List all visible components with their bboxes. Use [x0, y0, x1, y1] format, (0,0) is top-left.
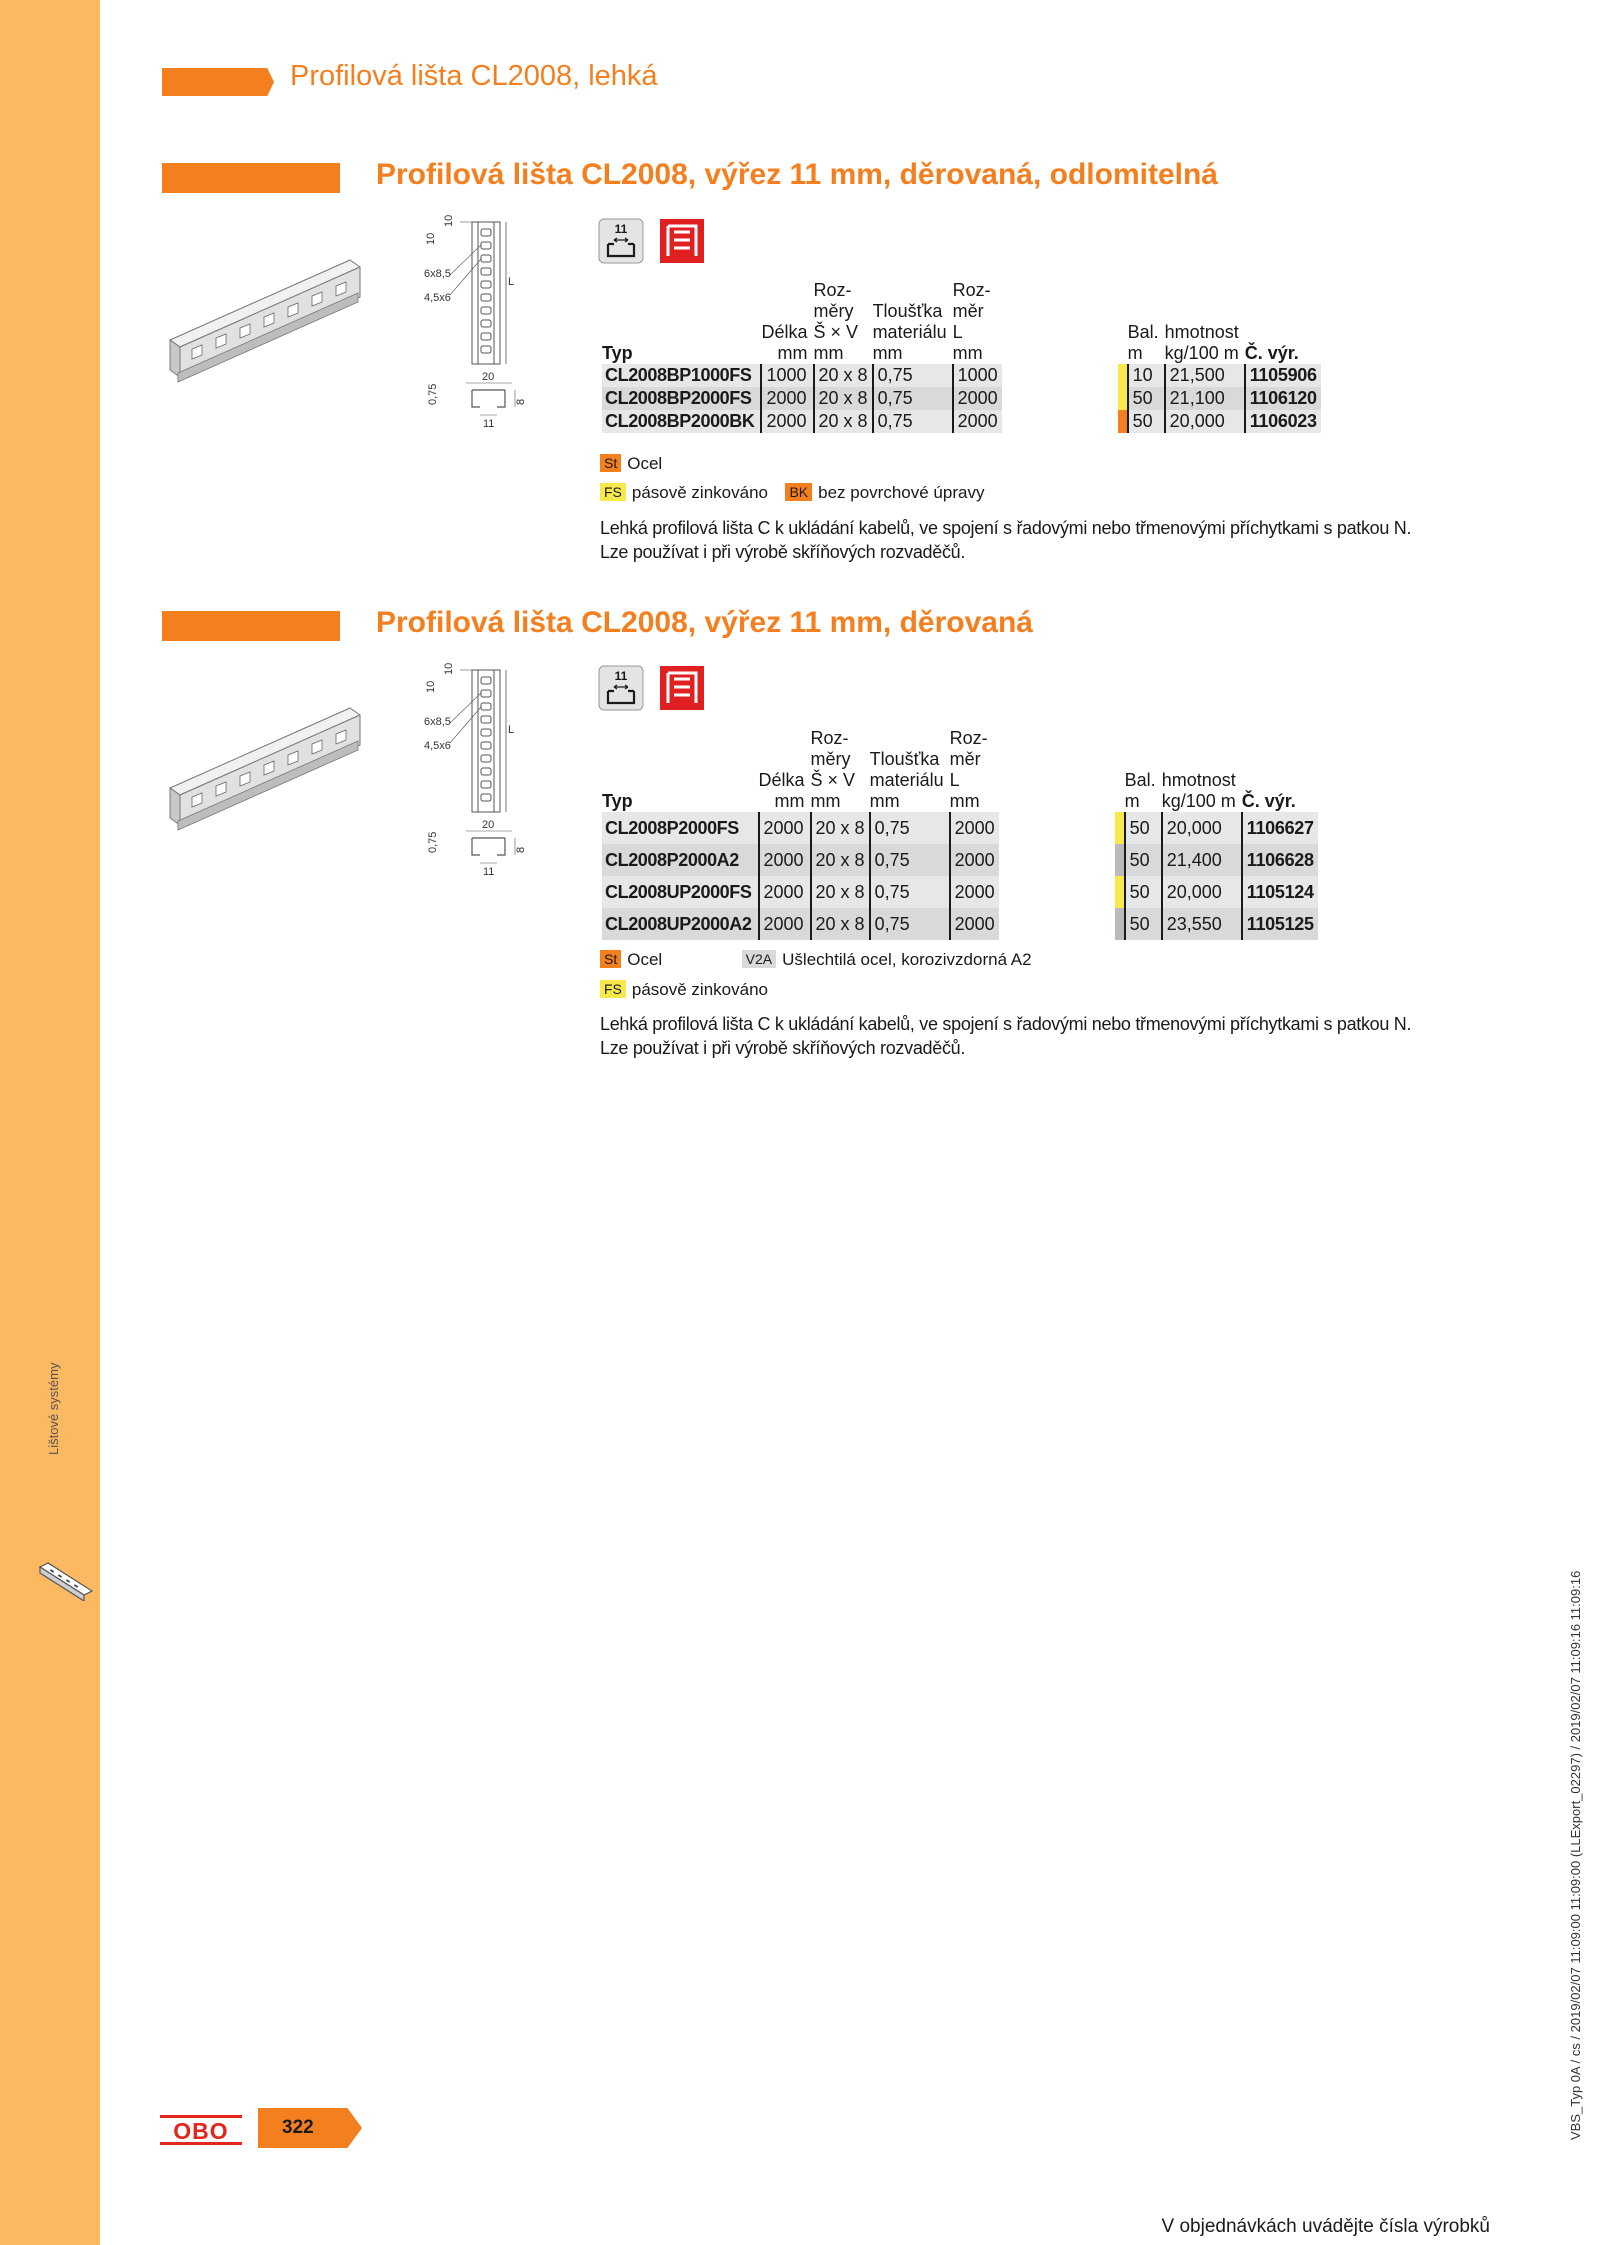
cell-cislo: 1106023 [1245, 410, 1321, 433]
cell-rozmer: 2000 [950, 844, 999, 876]
cell-rozmery: 20 x 8 [811, 908, 870, 940]
col-tloustka: Tloušťka materiálu mm [869, 749, 944, 811]
cell-bal: 10 [1128, 364, 1165, 387]
cell-hmotnost: 21,400 [1162, 844, 1242, 876]
legend-text: Ocel [627, 950, 663, 969]
col-hmotnost: hmotnost kg/100 m [1164, 322, 1239, 363]
cell-cislo: 1106627 [1242, 812, 1318, 844]
cell-hmotnost: 20,000 [1162, 876, 1242, 908]
cell-typ: CL2008P2000A2 [602, 844, 759, 876]
dim-label: 6x8,5 [424, 268, 451, 280]
section-bar [162, 611, 340, 641]
cell-rozmer: 2000 [950, 812, 999, 844]
surface-color-marker [1115, 876, 1125, 908]
cell-bal: 50 [1128, 387, 1165, 410]
material-legend [600, 950, 1032, 970]
dim-label: 4,5x6 [424, 740, 451, 752]
col-tloustka: Tloušťka materiálu mm [872, 301, 947, 363]
section-bar [162, 163, 340, 193]
legend-badge: St [600, 454, 621, 472]
cell-delka: 2000 [759, 876, 811, 908]
col-rozmery: Roz- měry Š × V mm [813, 280, 859, 363]
cell-tloustka: 0,75 [870, 908, 950, 940]
col-cislo: Č. výr. [1241, 791, 1296, 811]
cell-cislo: 1105125 [1242, 908, 1318, 940]
surface-color-marker [1115, 844, 1125, 876]
col-typ: Typ [602, 343, 633, 363]
legend-badge: FS [600, 483, 626, 501]
sidebar [0, 0, 100, 2245]
cell-rozmer: 1000 [953, 364, 1002, 387]
dim-label: 0,75 [427, 831, 439, 853]
cell-rozmer: 2000 [953, 387, 1002, 410]
col-rozmer: Roz- měr L mm [952, 280, 991, 363]
product-drawing [160, 205, 550, 435]
legend-text: Ušlechtilá ocel, korozivzdorná A2 [782, 950, 1032, 969]
dim-label: 11 [483, 418, 495, 430]
cell-rozmer: 2000 [953, 410, 1002, 433]
legend-text: bez povrchové úpravy [818, 483, 985, 502]
dim-label: 8 [515, 846, 527, 853]
cell-tloustka: 0,75 [870, 812, 950, 844]
cell-bal: 50 [1125, 908, 1162, 940]
cell-bal: 50 [1128, 410, 1165, 433]
section-title: Profilová lišta CL2008, výřez 11 mm, děrovaná, odlomitelná [376, 158, 1218, 191]
legend-badge: BK [785, 483, 812, 501]
cell-tloustka: 0,75 [870, 876, 950, 908]
surface-legend [600, 483, 984, 503]
cell-typ: CL2008BP2000FS [602, 387, 761, 410]
cell-typ: CL2008UP2000A2 [602, 908, 759, 940]
rail-illustration [170, 708, 360, 830]
legend-text: Ocel [627, 454, 663, 473]
surface-color-marker [1118, 387, 1128, 410]
slot-width-label: 11 [614, 669, 628, 683]
slot-width-icon [599, 219, 643, 263]
cell-rozmery: 20 x 8 [814, 364, 873, 387]
cell-tloustka: 0,75 [873, 387, 953, 410]
cell-cislo: 1105906 [1245, 364, 1321, 387]
col-hmotnost: hmotnost kg/100 m [1161, 770, 1236, 811]
page-header: Profilová lišta CL2008, lehká [290, 60, 658, 92]
dim-label: 8 [515, 398, 527, 405]
obo-logo [160, 2115, 242, 2145]
cell-cislo: 1106120 [1245, 387, 1321, 410]
slot-width-label: 11 [614, 222, 628, 236]
surface-legend [600, 980, 768, 1000]
table-row [602, 387, 1321, 410]
cell-hmotnost: 20,000 [1162, 812, 1242, 844]
sidebar-label: Lištové systémy [46, 1362, 61, 1455]
cell-tloustka: 0,75 [873, 364, 953, 387]
col-bal: Bal. m [1124, 770, 1156, 811]
cell-rozmery: 20 x 8 [811, 812, 870, 844]
dim-label: 10 [443, 214, 455, 227]
surface-color-marker [1115, 908, 1125, 940]
cell-bal: 50 [1125, 812, 1162, 844]
dim-label: 20 [482, 819, 495, 831]
col-typ: Typ [602, 791, 633, 811]
col-delka: Délka mm [761, 322, 808, 363]
cell-tloustka: 0,75 [870, 844, 950, 876]
front-view-drawing [450, 222, 506, 364]
product-description: Lehká profilová lišta C k ukládání kabelů, ve spojení s řadovými nebo třmenovými příchytkami s patkou N. Lze používat i při výrobě skříňových rozvaděčů. [600, 518, 1412, 562]
product-description: Lehká profilová lišta C k ukládání kabelů, ve spojení s řadovými nebo třmenovými příchytkami s patkou N. Lze používat i při výrobě skříňových rozvaděčů. [600, 1014, 1412, 1058]
section-title: Profilová lišta CL2008, výřez 11 mm, děrovaná [376, 606, 1033, 639]
cell-cislo: 1106628 [1242, 844, 1318, 876]
table-row [602, 410, 1321, 433]
cell-hmotnost: 21,100 [1165, 387, 1245, 410]
col-rozmery: Roz- měry Š × V mm [810, 728, 856, 811]
dim-label: 11 [483, 866, 495, 878]
cabinet-use-icon [660, 219, 704, 263]
dim-label: L [508, 724, 515, 736]
cell-bal: 50 [1125, 876, 1162, 908]
cell-typ: CL2008BP2000BK [602, 410, 761, 433]
legend-text: pásově zinkováno [631, 483, 768, 502]
header-tab-marker [162, 68, 274, 96]
cell-hmotnost: 23,550 [1162, 908, 1242, 940]
surface-color-marker [1118, 364, 1128, 387]
product-drawing [160, 653, 550, 883]
cross-section-drawing [466, 383, 515, 415]
cross-section-drawing [466, 831, 515, 863]
col-delka: Délka mm [758, 770, 805, 811]
cell-rozmer: 2000 [950, 908, 999, 940]
cell-tloustka: 0,75 [873, 410, 953, 433]
table-row [602, 876, 1318, 908]
col-bal: Bal. m [1127, 322, 1159, 363]
cell-delka: 2000 [761, 410, 813, 433]
dim-label: 0,75 [427, 383, 439, 405]
cell-rozmery: 20 x 8 [814, 387, 873, 410]
table-row [602, 908, 1318, 940]
cell-delka: 1000 [761, 364, 813, 387]
cell-hmotnost: 21,500 [1165, 364, 1245, 387]
legend-text: pásově zinkováno [631, 980, 768, 999]
cell-delka: 2000 [759, 812, 811, 844]
rail-illustration [170, 260, 360, 382]
logo-text: OBO [173, 2118, 229, 2144]
front-view-drawing [450, 670, 506, 812]
dim-label: 4,5x6 [424, 292, 451, 304]
feature-icons [598, 665, 708, 715]
cell-delka: 2000 [761, 387, 813, 410]
cell-rozmery: 20 x 8 [814, 410, 873, 433]
dim-label: 10 [425, 680, 437, 693]
cell-rozmer: 2000 [950, 876, 999, 908]
page-number: 322 [282, 2117, 314, 2138]
legend-badge: St [600, 950, 621, 968]
slot-width-icon [599, 666, 643, 710]
cell-rozmery: 20 x 8 [811, 876, 870, 908]
cell-rozmery: 20 x 8 [811, 844, 870, 876]
col-rozmer: Roz- měr L mm [949, 728, 988, 811]
dim-label: L [508, 276, 515, 288]
legend-badge: V2A [742, 950, 776, 968]
product-table [602, 728, 1318, 940]
cell-cislo: 1105124 [1242, 876, 1318, 908]
cell-bal: 50 [1125, 844, 1162, 876]
dim-label: 20 [482, 371, 495, 383]
cabinet-use-icon [660, 666, 704, 710]
cell-typ: CL2008UP2000FS [602, 876, 759, 908]
feature-icons [598, 218, 708, 268]
col-cislo: Č. výr. [1244, 343, 1299, 363]
product-table [602, 280, 1321, 433]
cell-hmotnost: 20,000 [1165, 410, 1245, 433]
footer-note: V objednávkách uvádějte čísla výrobků [1161, 2216, 1490, 2237]
legend-badge: FS [600, 980, 626, 998]
surface-color-marker [1118, 410, 1128, 433]
cell-typ: CL2008BP1000FS [602, 364, 761, 387]
table-row [602, 844, 1318, 876]
print-metadata: VBS_Typ 0A / cs / 2019/02/07 11:09:00 11:09:00 (LLExport_02297) / 2019/02/07 11:09:16 11:09:16 [1568, 1570, 1583, 2140]
dim-label: 6x8,5 [424, 716, 451, 728]
dim-label: 10 [425, 232, 437, 245]
table-row [602, 812, 1318, 844]
cell-delka: 2000 [759, 844, 811, 876]
material-legend [600, 454, 662, 474]
dim-label: 10 [443, 662, 455, 675]
rail-thumbnail-icon [36, 1545, 96, 1601]
cell-typ: CL2008P2000FS [602, 812, 759, 844]
table-row [602, 364, 1321, 387]
cell-delka: 2000 [759, 908, 811, 940]
surface-color-marker [1115, 812, 1125, 844]
